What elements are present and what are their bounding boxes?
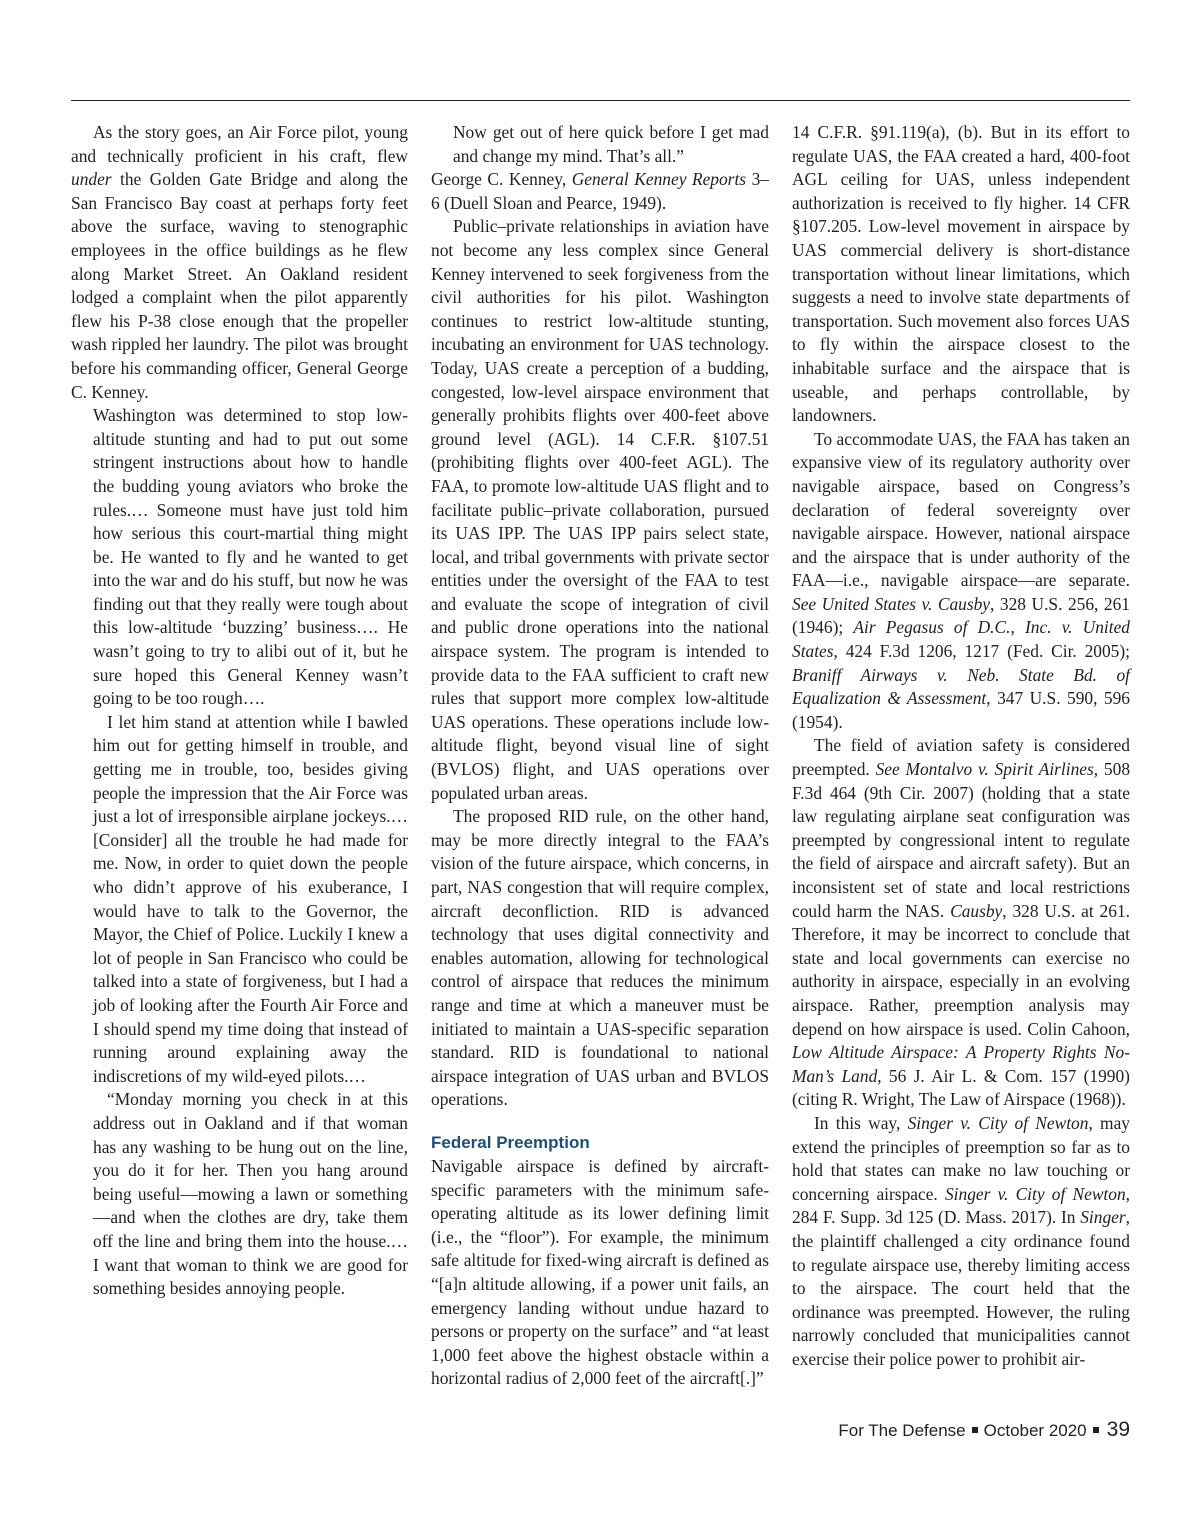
paragraph: To accommodate UAS, the FAA has taken an expansive view of its regulatory authority over navigable airspace, based on Congress’s declaration of federal sovereignty over navigable airspace. However, national airspace and the airspace that is under authority of the FAA—i.e., navigable airspace—are separate. See United States v. Causby, 328 U.S. 256, 261 (1946); Air Pegasus of D.C., Inc. v. United States, 424 F.3d 1206, 1217 (Fed. Cir. 2005); Braniff Airways v. Neb. State Bd. of Equalization & Assessment, 347 U.S. 590, 596 (1954).	[792, 428, 1130, 732]
block-quote: Now get out of here quick before I get mad and change my mind. That’s all.”	[453, 122, 769, 166]
paragraph: As the story goes, an Air Force pilot, young and technically proficient in his craft, flew under the Golden Gate Bridge and along the San Francisco Bay coast at perhaps forty feet above the surface, waving to stenographic employees in the office buildings as he flew along Market Street. An Oakland resident lodged a complaint when the pilot apparently flew his P-38 close enough that the propeller wash rippled her laundry. The pilot was brought before his commanding officer, General George C. Kenney.	[71, 122, 408, 402]
paragraph: Navigable airspace is defined by aircraft-specific parameters with the minimum safe-operating altitude as its lower defining limit (i.e., the “floor”). For example, the minimum safe altitude for fixed-wing aircraft is defined as “[a]n altitude allowing, if a power unit fails, an emergency landing without undue hazard to persons or property on the surface” and “at least 1,000 feet above the highest obstacle within a horizontal radius of 2,000 feet of the aircraft[.]”	[431, 1155, 769, 1389]
block-quote: I let him stand at attention while I bawled him out for getting himself in trouble, and getting me in trouble, too, besides giving people the impression that the Air Force was just a lot of irresponsible airplane jockeys.… [Consider] all the trouble he had made for me. Now, in order to quiet down the people who didn’t approve of his exuberance, I would have to talk to the Governor, the Mayor, the Chief of Police. Luckily I knew a lot of people in San Francisco who could be talked into a state of forgiveness, but I had a job of looking after the Fourth Air Force and I should spend my time doing that instead of running around explaining away the indiscretions of my wild-eyed pilots.…	[93, 711, 408, 1086]
paragraph: The field of aviation safety is considered preempted. See Montalvo v. Spirit Airlines, 508 F.3d 464 (9th Cir. 2007) (holding that a state law regulating airplane seat configuration was preempted by congressional intent to regulate the field of airspace and aircraft safety). But an inconsistent set of state and local restrictions could harm the NAS. Causby, 328 U.S. at 261. Therefore, it may be incorrect to conclude that state and local governments can exercise no authority in airspace, especially in an evolving airspace. Rather, preemption analysis may depend on how airspace is used. Colin Cahoon, Low Altitude Airspace: A Property Rights No-Man’s Land, 56 J. Air L. & Com. 157 (1990) (citing R. Wright, The Law of Airspace (1968)).	[792, 735, 1131, 1110]
publication-name: For The Defense	[838, 1421, 966, 1440]
block-quote: “Monday morning you check in at this address out in Oakland and if that woman has any washing to be hung out on the line, you do it for her. Then you hang around being useful—mowing a lawn or something—and when the clothes are dry, take them off the line and bring them into the house.… I want that woman to think we are good for something besides annoying people.	[93, 1089, 408, 1299]
paragraph: In this way, Singer v. City of Newton, may extend the principles of preemption so far as to hold that states can make no law touching or concerning airspace. Singer v. City of Newton, 284 F. Supp. 3d 125 (D. Mass. 2017). In Singer, the plaintiff challenged a city ordinance found to regulate airspace use, thereby limiting access to the airspace. The court held that the ordinance was preempted. However, the ruling narrowly concluded that municipalities cannot exercise their police power to prohibit air-	[792, 1112, 1130, 1369]
paragraph: The proposed RID rule, on the other hand, may be more directly integral to the FAA’s vision of the future airspace, which concerns, in part, NAS congestion that will require complex, aircraft deconfliction. RID is advanced technology that uses digital connectivity and enables automation, allowing for technological control of airspace that reduces the minimum range and time at which a maneuver must be initiated to maintain a UAS-specific separation standard. RID is foundational to national airspace integration of UAS urban and BVLOS operations.	[431, 806, 769, 1110]
page-number: 39	[1106, 1418, 1130, 1441]
quote-citation: George C. Kenney, General Kenney Reports 3–6 (Duell Sloan and Pearce, 1949).	[431, 169, 769, 213]
section-heading: Federal Preemption	[431, 1132, 590, 1152]
block-quote: Washington was determined to stop low-altitude stunting and had to put out some stringent instructions about how to handle the budding young aviators who broke the rules.… Someone must have just told him how serious this court-martial thing might be. He wanted to fly and he wanted to get into the war and do his stuff, but now he was finding out that they really were tough about this low-altitude ‘buzzing’ business…. He wasn’t going to try to alibi out of it, but he sure hoped this General Kenney wasn’t going to be too rough….	[93, 405, 408, 709]
separator-square-icon	[1093, 1427, 1099, 1433]
paragraph: Public–private relationships in aviation have not become any less complex since General Kenney intervened to seek forgiveness from the civil authorities for his pilot. Washington continues to restrict low-altitude stunting, incubating an environment for UAS technology. Today, UAS create a perception of a budding, congested, low-level airspace environment that generally prohibits flights over 400-feet above ground level (AGL). 14 C.F.R. §107.51 (prohibiting flights over 400-feet AGL). The FAA, to promote low-altitude UAS flight and to facilitate public–private collaboration, pursued its UAS IPP. The UAS IPP pairs select state, local, and tribal governments with private sector entities under the oversight of the FAA to test and evaluate the scope of integration of civil and public drone operations into the national airspace system. The program is intended to provide data to the FAA sufficient to craft new rules that support more complex low-altitude UAS operations. These operations include low-altitude flight, beyond visual line of sight (BVLOS) flight, and UAS operations over populated urban areas.	[431, 216, 769, 803]
page-footer	[838, 1418, 1130, 1442]
column-3	[792, 121, 1130, 1371]
header-rule	[71, 100, 1130, 101]
issue-date: October 2020	[983, 1421, 1087, 1440]
column-2	[431, 121, 769, 1391]
separator-square-icon	[972, 1427, 978, 1433]
paragraph: 14 C.F.R. §91.119(a), (b). But in its effort to regulate UAS, the FAA created a hard, 400-foot AGL ceiling for UAS, unless independent authorization is received to fly higher. 14 CFR §107.205. Low-level movement in airspace by UAS commercial delivery is short-distance transportation without linear limitations, which suggests a need to involve state departments of transportation. Such movement also forces UAS to fly within the airspace closest to the inhabitable surface and the airspace that is useable, and perhaps controllable, by landowners.	[792, 122, 1130, 426]
column-1	[71, 121, 408, 1301]
